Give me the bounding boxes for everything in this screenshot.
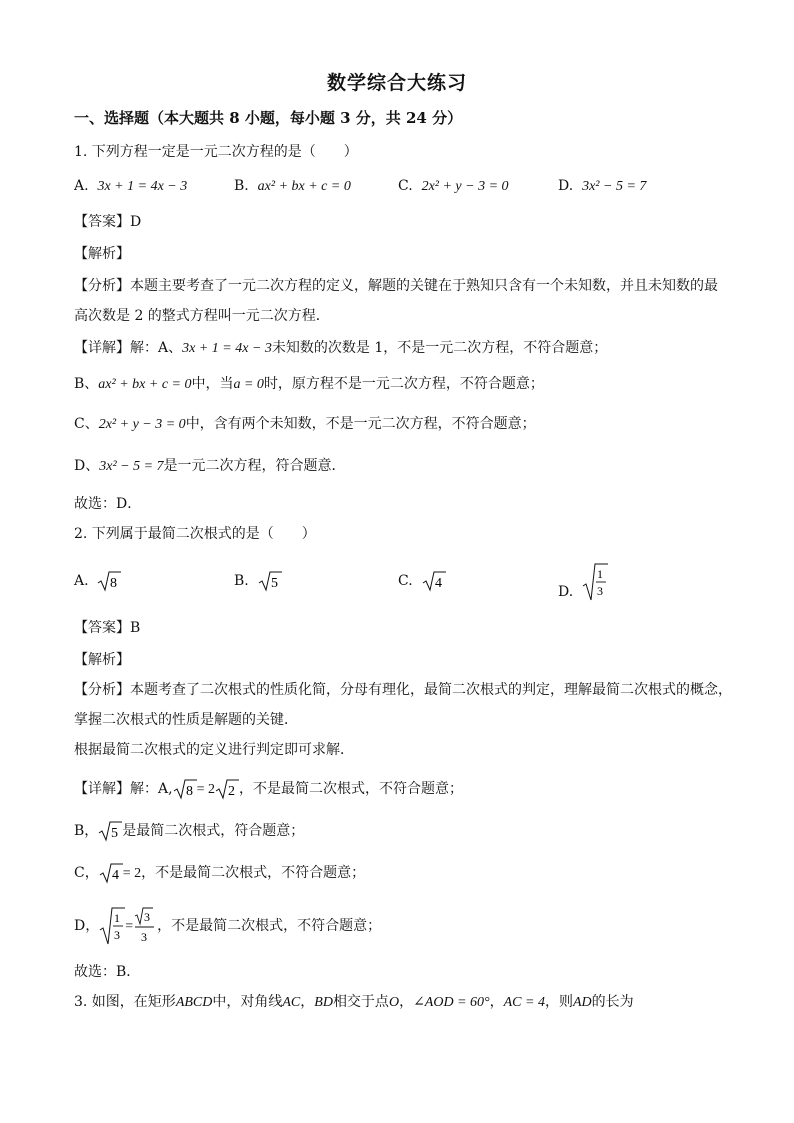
q3-stem bbox=[74, 992, 634, 1013]
fraction-denominator: 3 bbox=[597, 584, 604, 598]
q1-analysis-line2: 高次数是 2 的整式方程叫一元二次方程． bbox=[74, 308, 330, 324]
q1-option-c-expr: 2x² + y − 3 = 0 bbox=[421, 179, 509, 194]
q3-stem-mid1: 中，对角线 bbox=[212, 994, 283, 1010]
fraction bbox=[133, 906, 157, 946]
q1-detail-a bbox=[74, 338, 607, 359]
q1-detail-a-eq: 3x + 1 = 4x − 3 bbox=[182, 341, 272, 356]
q1-detail-c bbox=[74, 414, 536, 435]
radicand: 8 bbox=[185, 784, 193, 799]
fraction-numerator: 1 bbox=[597, 567, 604, 581]
q2-stem: 2. 下列属于最简二次根式的是（ ） bbox=[74, 526, 316, 542]
q1-detail-b-cond: a = 0 bbox=[233, 377, 264, 392]
q1-option-b-label: B. bbox=[234, 178, 249, 194]
q1-option-c[interactable] bbox=[398, 176, 509, 197]
fraction-denominator: 3 bbox=[141, 930, 148, 944]
q1-detail-d-prefix: D、 bbox=[74, 458, 100, 474]
q3-rect-name: ABCD bbox=[175, 995, 213, 1010]
q2-detail-a-prefix: 【详解】解：A, bbox=[74, 781, 173, 797]
fraction-numerator: 1 bbox=[114, 911, 121, 925]
q1-option-d[interactable] bbox=[558, 176, 646, 197]
q2-detail-b-suffix: 是最简二次根式，符合题意； bbox=[122, 823, 305, 839]
q1-detail-a-prefix: 【详解】解：A、 bbox=[74, 340, 183, 356]
page-title: 数学综合大练习 bbox=[326, 72, 467, 94]
q2-detail-c-suffix: ，不是最简二次根式，不符合题意； bbox=[141, 865, 366, 881]
q3-stem-prefix: 3. 如图，在矩形 bbox=[74, 994, 176, 1010]
q1-option-d-expr: 3x² − 5 = 7 bbox=[582, 179, 647, 194]
q1-detail-b-prefix: B、 bbox=[74, 376, 99, 392]
radicand: 4 bbox=[434, 576, 442, 591]
q1-detail-d bbox=[74, 456, 346, 477]
q1-option-d-label: D. bbox=[558, 178, 574, 194]
radicand: 5 bbox=[111, 826, 119, 841]
q2-option-d[interactable] bbox=[558, 562, 608, 602]
q3-stem-suffix: 的长为 bbox=[591, 994, 634, 1010]
sqrt-symbol bbox=[215, 778, 239, 800]
q3-angle: ∠AOD = 60° bbox=[413, 995, 490, 1010]
q2-detail-a-eq: = 2 bbox=[196, 782, 215, 797]
q1-conclusion: 故选：D． bbox=[74, 496, 142, 512]
q1-option-a-expr: 3x + 1 = 4x − 3 bbox=[97, 179, 188, 194]
q2-analysis-line1: 【分析】本题考查了二次根式的性质化简，分母有理化，最简二次根式的判定，理解最简二次根式的概念， bbox=[74, 682, 732, 698]
q3-stem-mid4: ， bbox=[399, 994, 414, 1010]
q2-detail-d bbox=[74, 906, 381, 947]
q2-answer: 【答案】B bbox=[74, 620, 141, 636]
q3-diag2: BD bbox=[314, 995, 333, 1010]
q3-stem-mid6: ，则 bbox=[544, 994, 573, 1010]
sqrt-symbol bbox=[258, 570, 282, 592]
fraction-denominator: 3 bbox=[114, 928, 121, 942]
q1-option-a[interactable] bbox=[74, 176, 187, 197]
q2-option-a-label: A. bbox=[74, 573, 89, 589]
q2-option-b-label: B. bbox=[234, 573, 249, 589]
q2-analysis-head: 【解析】 bbox=[74, 652, 130, 668]
sqrt-symbol bbox=[99, 862, 123, 884]
q2-analysis-line3: 根据最简二次根式的定义进行判定即可求解． bbox=[74, 742, 354, 758]
sqrt-symbol bbox=[98, 820, 122, 842]
q3-stem-mid3: 相交于点 bbox=[332, 994, 389, 1010]
sqrt-symbol bbox=[99, 906, 125, 946]
q2-detail-c-eq: = 2 bbox=[122, 866, 142, 881]
q2-detail-d-prefix: D， bbox=[74, 918, 100, 934]
q2-option-c-label: C. bbox=[398, 573, 413, 589]
q3-stem-mid5: ， bbox=[489, 994, 504, 1010]
q2-option-d-label: D. bbox=[558, 584, 574, 600]
radicand: 5 bbox=[270, 576, 278, 591]
q3-point: O bbox=[388, 995, 400, 1010]
radicand: 8 bbox=[110, 576, 118, 591]
q2-conclusion: 故选：B． bbox=[74, 964, 141, 980]
q1-detail-c-eq: 2x² + y − 3 = 0 bbox=[98, 417, 186, 432]
q1-option-b-expr: ax² + bx + c = 0 bbox=[257, 179, 351, 194]
q1-analysis-head: 【解析】 bbox=[74, 246, 130, 262]
q2-detail-b-prefix: B， bbox=[74, 823, 99, 839]
q2-detail-a-suffix: ，不是最简二次根式，不符合题意； bbox=[238, 781, 463, 797]
q1-analysis-line1: 【分析】本题主要考查了一元二次方程的定义，解题的关键在于熟知只含有一个未知数，并且未知数的最 bbox=[74, 278, 718, 294]
sqrt-symbol bbox=[173, 778, 197, 800]
q1-detail-b-mid: 中，当 bbox=[191, 376, 234, 392]
q2-detail-b bbox=[74, 820, 304, 842]
q3-stem-mid2: ， bbox=[300, 994, 315, 1010]
q3-diag1: AC bbox=[282, 995, 301, 1010]
q1-option-a-label: A. bbox=[74, 178, 89, 194]
q1-detail-d-eq: 3x² − 5 = 7 bbox=[99, 459, 164, 474]
q1-detail-d-suffix: 是一元二次方程，符合题意． bbox=[163, 458, 346, 474]
radicand: 2 bbox=[227, 784, 235, 799]
sqrt-symbol bbox=[422, 570, 446, 592]
q1-detail-c-suffix: 中，含有两个未知数，不是一元二次方程，不符合题意； bbox=[185, 416, 536, 432]
section-heading: 一、选择题（本大题共 8 小题，每小题 3 分，共 24 分） bbox=[74, 109, 463, 127]
q1-detail-b-suffix: 时，原方程不是一元二次方程，不符合题意； bbox=[263, 376, 544, 392]
q2-option-a[interactable] bbox=[74, 570, 121, 592]
q2-detail-d-eq: = bbox=[125, 919, 134, 934]
sqrt-symbol bbox=[582, 562, 608, 602]
q1-answer: 【答案】D bbox=[74, 214, 142, 230]
q3-target: AD bbox=[572, 995, 592, 1010]
q1-option-c-label: C. bbox=[398, 178, 413, 194]
q2-analysis-line2: 掌握二次根式的性质是解题的关键． bbox=[74, 712, 298, 728]
q1-stem: 1. 下列方程一定是一元二次方程的是（ ） bbox=[74, 144, 358, 160]
q2-detail-a bbox=[74, 778, 463, 800]
q1-option-b[interactable] bbox=[234, 176, 351, 197]
sqrt-symbol bbox=[97, 570, 121, 592]
q2-detail-c-prefix: C， bbox=[74, 865, 99, 881]
q2-detail-c bbox=[74, 862, 365, 884]
q1-detail-a-suffix: 未知数的次数是 1，不是一元二次方程，不符合题意； bbox=[271, 340, 608, 356]
q2-option-b[interactable] bbox=[234, 570, 282, 592]
radicand: 4 bbox=[111, 868, 119, 883]
q1-detail-b-eq: ax² + bx + c = 0 bbox=[98, 377, 192, 392]
q2-detail-d-suffix: ，不是最简二次根式，不符合题意； bbox=[157, 918, 382, 934]
fraction-numerator: 3 bbox=[144, 910, 151, 924]
q1-detail-b bbox=[74, 374, 544, 395]
q3-length: AC = 4 bbox=[503, 995, 545, 1010]
q1-detail-c-prefix: C、 bbox=[74, 416, 99, 432]
q2-option-c[interactable] bbox=[398, 570, 446, 592]
